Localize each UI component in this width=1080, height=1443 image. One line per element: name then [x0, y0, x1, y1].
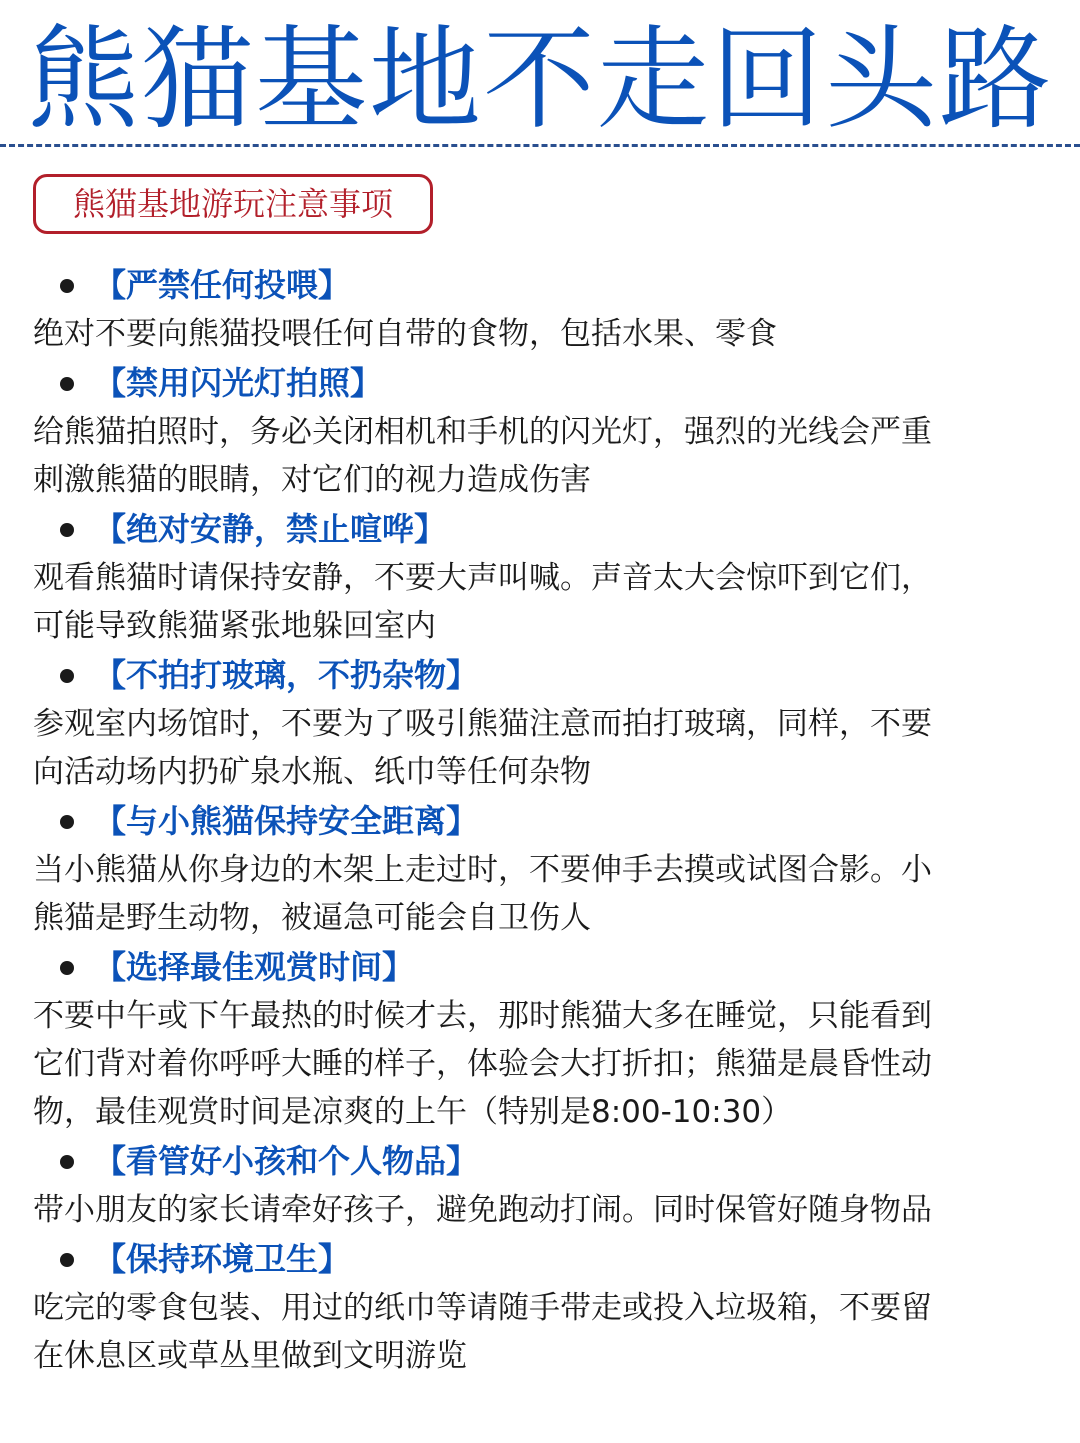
rule-item	[0, 1234, 1080, 1380]
dashed-divider	[0, 144, 1080, 147]
rule-body-line: 观看熊猫时请保持安静，不要大声叫喊。声音太大会惊吓到它们，	[33, 560, 932, 596]
rule-body-line: 可能导致熊猫紧张地躲回室内	[33, 608, 436, 644]
rule-heading-row	[0, 504, 1080, 554]
bullet-icon	[60, 279, 74, 293]
rule-body-line: 不要中午或下午最热的时候才去，那时熊猫大多在睡觉，只能看到	[33, 998, 932, 1034]
rule-body-line: 带小朋友的家长请牵好孩子，避免跑动打闹。同时保管好随身物品	[33, 1192, 932, 1228]
rule-body-line: 参观室内场馆时，不要为了吸引熊猫注意而拍打玻璃，同样，不要	[33, 706, 932, 742]
rule-item	[0, 650, 1080, 796]
rule-heading: 【严禁任何投喂】	[94, 266, 351, 304]
rule-heading-row	[0, 942, 1080, 992]
rule-heading: 【与小熊猫保持安全距离】	[94, 802, 479, 840]
bullet-icon	[60, 961, 74, 975]
bullet-icon	[60, 1253, 74, 1267]
rule-heading: 【禁用闪光灯拍照】	[94, 364, 383, 402]
rule-heading: 【看管好小孩和个人物品】	[94, 1142, 479, 1180]
rule-heading-row	[0, 1136, 1080, 1186]
rule-item	[0, 796, 1080, 942]
rule-heading: 【不拍打玻璃，不扔杂物】	[94, 656, 479, 694]
rule-body-line: 熊猫是野生动物，被逼急可能会自卫伤人	[33, 900, 591, 936]
rule-heading-row	[0, 650, 1080, 700]
rule-body-line: 绝对不要向熊猫投喂任何自带的食物，包括水果、零食	[33, 316, 777, 352]
rule-item	[0, 358, 1080, 504]
rule-item	[0, 1136, 1080, 1234]
rule-body-line: 它们背对着你呼呼大睡的样子，体验会大打折扣；熊猫是晨昏性动	[33, 1046, 932, 1082]
bullet-icon	[60, 377, 74, 391]
rule-heading-row	[0, 260, 1080, 310]
rule-heading: 【绝对安静，禁止喧哗】	[94, 510, 447, 548]
rule-body-line: 物，最佳观赏时间是凉爽的上午（特别是8:00-10:30）	[33, 1094, 793, 1130]
rule-body-line: 给熊猫拍照时，务必关闭相机和手机的闪光灯，强烈的光线会严重	[33, 414, 932, 450]
section-badge: 熊猫基地游玩注意事项	[33, 174, 433, 234]
rule-body-line: 在休息区或草丛里做到文明游览	[33, 1338, 467, 1374]
rule-body-line: 当小熊猫从你身边的木架上走过时，不要伸手去摸或试图合影。小	[33, 852, 932, 888]
rule-item	[0, 942, 1080, 1136]
bullet-icon	[60, 523, 74, 537]
rule-heading-row	[0, 796, 1080, 846]
rule-body-line: 吃完的零食包装、用过的纸巾等请随手带走或投入垃圾箱，不要留	[33, 1290, 932, 1326]
rule-heading: 【选择最佳观赏时间】	[94, 948, 415, 986]
bullet-icon	[60, 1155, 74, 1169]
rules-list	[0, 260, 1080, 1380]
bullet-icon	[60, 669, 74, 683]
rule-heading-row	[0, 1234, 1080, 1284]
page-title: 熊猫基地不走回头路	[27, 15, 1053, 145]
rule-item	[0, 504, 1080, 650]
rule-body-line: 刺激熊猫的眼睛，对它们的视力造成伤害	[33, 462, 591, 498]
bullet-icon	[60, 815, 74, 829]
rule-body-line: 向活动场内扔矿泉水瓶、纸巾等任何杂物	[33, 754, 591, 790]
rule-heading-row	[0, 358, 1080, 408]
rule-item	[0, 260, 1080, 358]
rule-heading: 【保持环境卫生】	[94, 1240, 351, 1278]
